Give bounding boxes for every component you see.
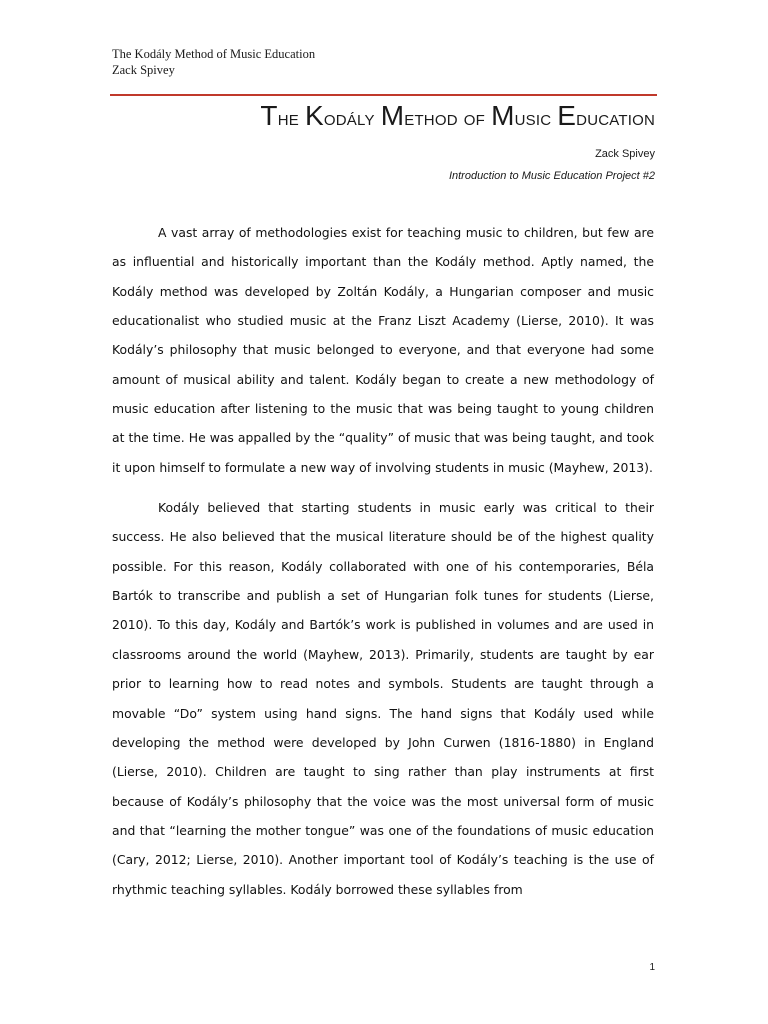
title-word: of xyxy=(463,107,486,130)
paragraph: A vast array of methodologies exist for teaching music to children, but few are as influential and historically important than the Kodály method. Aptly named, the Kodály method was developed by Zoltán Kodály, a Hungarian composer and music educationalist who studied music at the Franz Liszt Academy (Lierse, 2010). It was Kodály’s philosophy that music belonged to everyone, and that everyone had some amount of musical ability and talent. Kodály began to create a new methodology of music education after listening to the music that was being taught to young children at the time. He was appalled by the “quality” of music that was being taught, and took it upon himself to formulate a new way of involving students in music (Mayhew, 2013). xyxy=(112,225,654,475)
header-rule xyxy=(110,94,657,96)
title-word: Music xyxy=(491,100,552,131)
running-header-author: Zack Spivey xyxy=(112,63,175,77)
course-name: Introduction to Music Education Project #2 xyxy=(448,170,655,182)
body-text xyxy=(112,218,654,915)
title-word: Kodály xyxy=(305,100,375,131)
running-header xyxy=(112,46,315,78)
title-word: The xyxy=(260,100,299,131)
document-title xyxy=(110,99,655,136)
running-header-title: The Kodály Method of Music Education xyxy=(112,47,316,61)
title-word: Method xyxy=(380,100,458,131)
paragraph: Kodály believed that starting students in music early was critical to their success. He also believed that the musical literature should be of the highest quality possible. For this reason, Kodály collaborated with one of his contemporaries, Béla Bartók to transcribe and publish a set of Hungarian folk tunes for students (Lierse, 2010). To this day, Kodály and Bartók’s work is published in volumes and are used in classrooms around the world (Mayhew, 2013). Primarily, students are taught by ear prior to learning how to read notes and symbols. Students are taught through a movable “Do” system using hand signs. The hand signs that Kodály used while developing the method were developed by John Curwen (1816-1880) in England (Lierse, 2010). Children are taught to sing rather than play instruments at first because of Kodály’s philosophy that the voice was the most universal form of music and that “learning the mother tongue” was one of the foundations of music education (Cary, 2012; Lierse, 2010). Another important tool of Kodály’s teaching is the use of rhythmic teaching syllables. Kodály borrowed these syllables from xyxy=(112,500,654,897)
title-word: Education xyxy=(557,100,655,131)
author-name: Zack Spivey xyxy=(595,148,655,160)
page-number: 1 xyxy=(649,962,655,973)
